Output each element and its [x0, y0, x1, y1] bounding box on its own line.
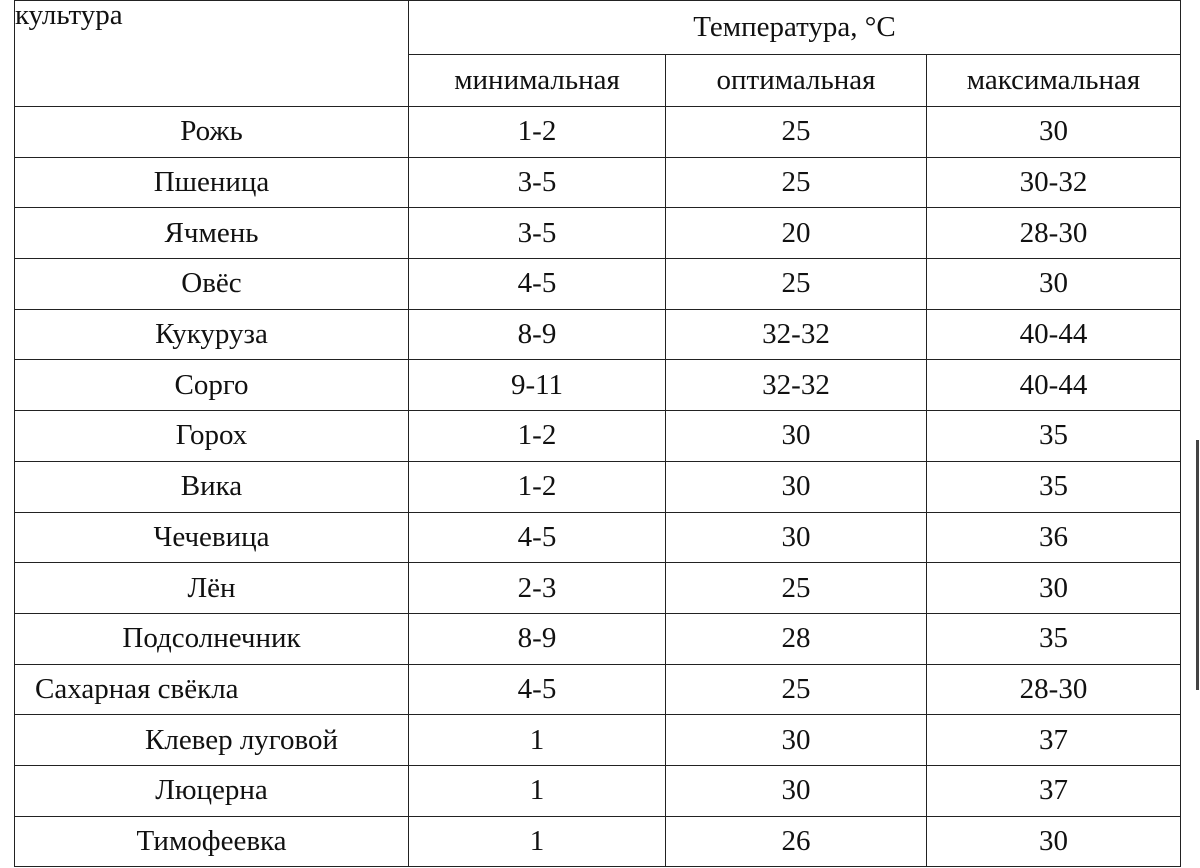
opt-temp-cell: 30	[666, 765, 927, 816]
table-row	[15, 613, 1181, 664]
crop-temperature-table	[14, 0, 1181, 867]
table-row	[15, 816, 1181, 867]
opt-temp-cell: 25	[666, 259, 927, 310]
min-temp-cell: 4-5	[409, 259, 666, 310]
crop-name-cell: Пшеница	[15, 157, 409, 208]
max-temp-cell: 30	[927, 816, 1181, 867]
max-temp-cell: 30	[927, 259, 1181, 310]
max-temp-cell: 28-30	[927, 664, 1181, 715]
min-temp-cell: 4-5	[409, 664, 666, 715]
opt-temp-cell: 30	[666, 461, 927, 512]
table-row	[15, 765, 1181, 816]
max-temp-cell: 37	[927, 765, 1181, 816]
min-temp-cell: 3-5	[409, 157, 666, 208]
max-temp-cell: 35	[927, 411, 1181, 462]
page-edge-marker	[1196, 440, 1199, 690]
min-temp-cell: 1	[409, 816, 666, 867]
crop-name-cell: Кукуруза	[15, 309, 409, 360]
opt-temp-cell: 30	[666, 715, 927, 766]
opt-temp-cell: 20	[666, 208, 927, 259]
max-column-header: максимальная	[927, 55, 1181, 107]
table-row	[15, 360, 1181, 411]
min-temp-cell: 2-3	[409, 563, 666, 614]
crop-name-cell: Вика	[15, 461, 409, 512]
opt-temp-cell: 25	[666, 563, 927, 614]
crop-name-cell: Люцерна	[15, 765, 409, 816]
crop-name-cell: Овёс	[15, 259, 409, 310]
max-temp-cell: 40-44	[927, 309, 1181, 360]
crop-name-cell: Чечевица	[15, 512, 409, 563]
table-row	[15, 664, 1181, 715]
opt-temp-cell: 30	[666, 411, 927, 462]
max-temp-cell: 37	[927, 715, 1181, 766]
crop-name-cell: Сахарная свёкла	[15, 664, 409, 715]
crop-name-cell: Рожь	[15, 107, 409, 158]
crop-column-header: культура	[15, 1, 409, 107]
max-temp-cell: 35	[927, 613, 1181, 664]
min-temp-cell: 1	[409, 765, 666, 816]
opt-temp-cell: 26	[666, 816, 927, 867]
min-temp-cell: 1	[409, 715, 666, 766]
min-temp-cell: 8-9	[409, 613, 666, 664]
crop-name-cell: Тимофеевка	[15, 816, 409, 867]
max-temp-cell: 40-44	[927, 360, 1181, 411]
min-column-header: минимальная	[409, 55, 666, 107]
crop-name-cell: Лён	[15, 563, 409, 614]
opt-temp-cell: 32-32	[666, 360, 927, 411]
table-row	[15, 563, 1181, 614]
opt-temp-cell: 25	[666, 157, 927, 208]
opt-temp-cell: 25	[666, 107, 927, 158]
opt-temp-cell: 28	[666, 613, 927, 664]
temperature-group-header: Температура, °С	[409, 1, 1181, 55]
min-temp-cell: 1-2	[409, 411, 666, 462]
crop-name-cell: Горох	[15, 411, 409, 462]
header-row-top	[15, 1, 1181, 55]
min-temp-cell: 3-5	[409, 208, 666, 259]
crop-name-cell: Клевер луговой	[15, 715, 409, 766]
table-row	[15, 107, 1181, 158]
max-temp-cell: 30	[927, 107, 1181, 158]
table-row	[15, 715, 1181, 766]
crop-name-cell: Подсолнечник	[15, 613, 409, 664]
min-temp-cell: 1-2	[409, 461, 666, 512]
max-temp-cell: 30	[927, 563, 1181, 614]
table-row	[15, 208, 1181, 259]
min-temp-cell: 8-9	[409, 309, 666, 360]
crop-name-cell: Сорго	[15, 360, 409, 411]
min-temp-cell: 4-5	[409, 512, 666, 563]
min-temp-cell: 9-11	[409, 360, 666, 411]
min-temp-cell: 1-2	[409, 107, 666, 158]
table-row	[15, 259, 1181, 310]
opt-temp-cell: 30	[666, 512, 927, 563]
table-row	[15, 512, 1181, 563]
max-temp-cell: 28-30	[927, 208, 1181, 259]
table-row	[15, 157, 1181, 208]
opt-column-header: оптимальная	[666, 55, 927, 107]
opt-temp-cell: 25	[666, 664, 927, 715]
max-temp-cell: 30-32	[927, 157, 1181, 208]
max-temp-cell: 35	[927, 461, 1181, 512]
table-row	[15, 411, 1181, 462]
table-row	[15, 309, 1181, 360]
opt-temp-cell: 32-32	[666, 309, 927, 360]
max-temp-cell: 36	[927, 512, 1181, 563]
crop-name-cell: Ячмень	[15, 208, 409, 259]
table-row	[15, 461, 1181, 512]
